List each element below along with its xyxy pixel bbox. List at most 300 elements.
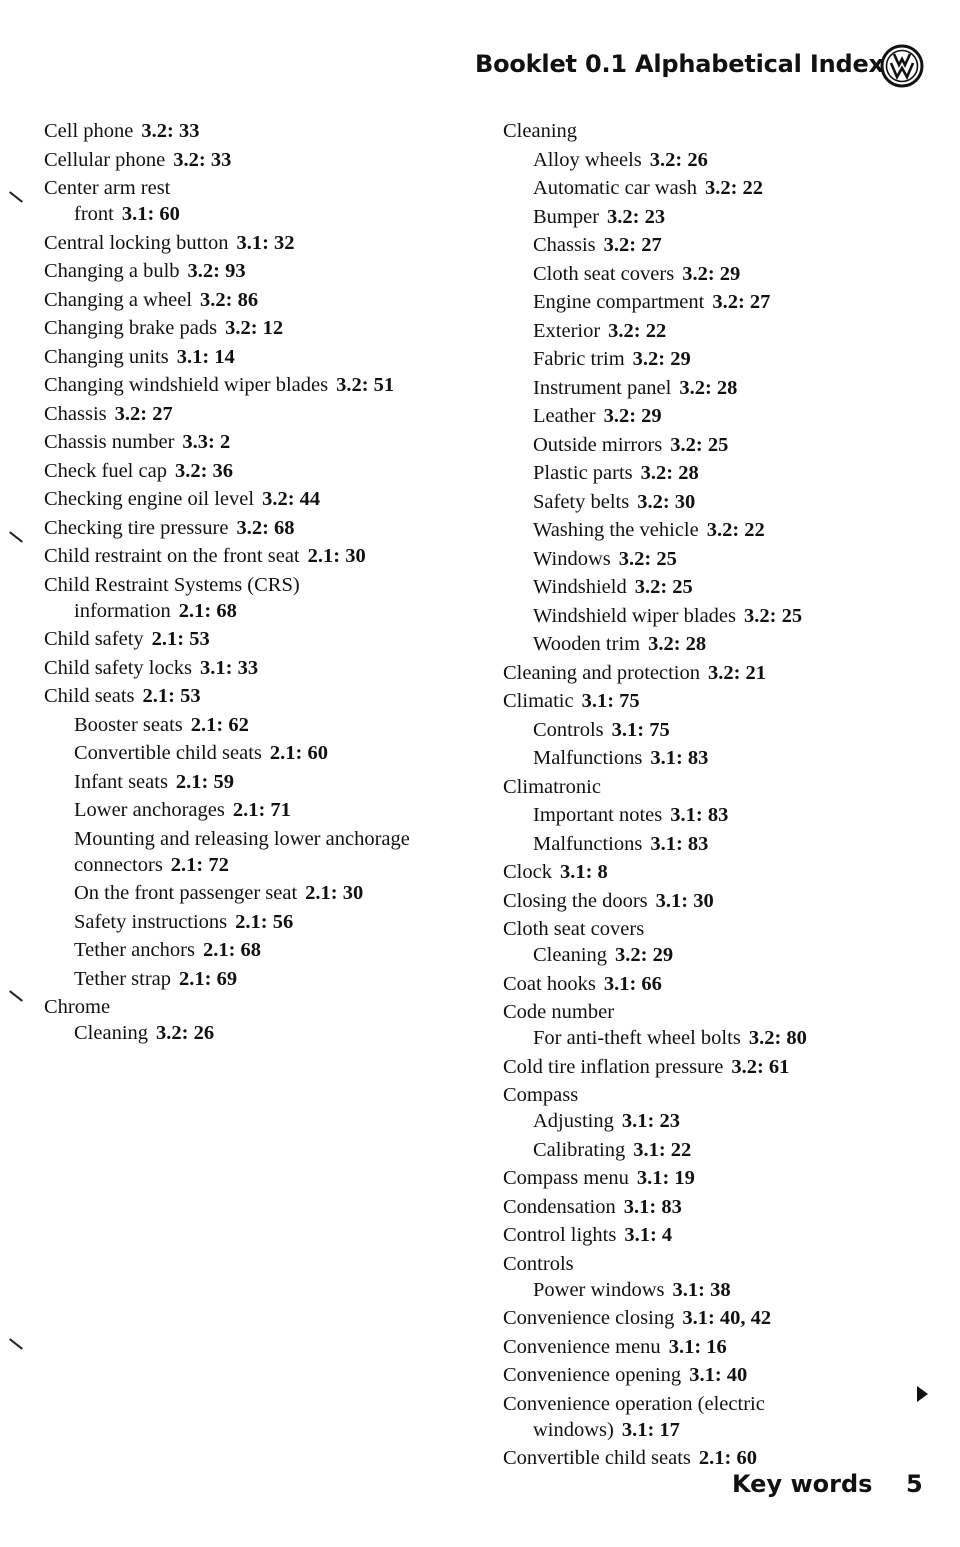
index-term-text: Control lights: [503, 1224, 617, 1246]
index-term: [503, 118, 923, 144]
page-reference: 3.2: 22: [706, 519, 765, 541]
index-subterm: [503, 831, 923, 857]
index-entry: [503, 1194, 923, 1220]
index-term-text: Convenience closing: [503, 1307, 675, 1329]
index-entry: [44, 966, 474, 992]
index-term-text: Checking tire pressure: [44, 516, 229, 539]
margin-mark: [9, 191, 23, 202]
index-subterm: [44, 797, 474, 823]
index-subterm: [503, 175, 923, 201]
index-subterm: [503, 432, 923, 458]
index-entry: [503, 717, 923, 743]
index-term: [44, 572, 474, 598]
index-entry: [503, 118, 923, 144]
index-subterm: [503, 1025, 923, 1051]
page-reference: 3.1: 33: [200, 656, 259, 679]
index-term: [44, 344, 474, 370]
index-entry: [44, 315, 474, 341]
index-column-left: [44, 118, 474, 1046]
index-term: [503, 1251, 923, 1277]
page-reference: 3.1: 14: [176, 345, 235, 368]
index-term: [503, 1334, 923, 1360]
index-entry: [44, 712, 474, 738]
index-subterm: [503, 232, 923, 258]
page-reference: 3.1: 38: [672, 1278, 731, 1301]
index-subterm-text: Windows: [533, 547, 611, 570]
index-term-text: Changing windshield wiper blades: [44, 374, 329, 396]
page-reference: 3.2: 29: [603, 405, 662, 427]
index-term: [503, 971, 923, 997]
page-reference: 3.2: 51: [336, 374, 395, 396]
index-entry: [503, 432, 923, 458]
index-subterm: [503, 147, 923, 173]
index-term-text: Chassis: [44, 402, 107, 425]
vw-logo-icon: [880, 44, 924, 88]
page-reference: 3.2: 12: [225, 317, 284, 339]
page-reference: 3.1: 22: [633, 1138, 692, 1161]
index-subterm-text: For anti-theft wheel bolts: [533, 1027, 741, 1049]
index-term: [503, 1305, 923, 1331]
index-subterm-text: Automatic car wash: [533, 177, 697, 199]
index-term-text: Changing a wheel: [44, 288, 193, 311]
index-subterm: [503, 802, 923, 828]
index-term: [503, 774, 923, 800]
index-term-text: Cloth seat covers: [503, 918, 645, 940]
page-reference: 3.1: 75: [611, 718, 670, 741]
page-reference: 3.1: 17: [621, 1418, 680, 1441]
index-term-text: Closing the doors: [503, 889, 648, 912]
index-continuation-text: windows): [533, 1418, 614, 1441]
index-subterm-text: Cloth seat covers: [533, 262, 675, 285]
index-term-text: Checking engine oil level: [44, 488, 255, 510]
index-entry: [503, 1082, 923, 1134]
page-reference: 2.1: 72: [170, 853, 229, 876]
index-subterm-text: Booster seats: [74, 713, 183, 736]
index-entry: [503, 1251, 923, 1303]
index-subterm: [503, 546, 923, 572]
index-subterm: [503, 603, 923, 629]
page-reference: 3.1: 66: [603, 972, 662, 995]
page-reference: 3.2: 25: [618, 547, 677, 570]
index-term-text: Child safety locks: [44, 656, 193, 679]
index-subterm-text: Important notes: [533, 804, 663, 826]
index-term: [503, 999, 923, 1025]
index-continuation-text: connectors: [74, 853, 163, 876]
page-reference: 3.2: 29: [682, 262, 741, 285]
index-subterm-text: Tether strap: [74, 967, 172, 990]
index-term-text: Child Restraint Systems (CRS): [44, 573, 300, 596]
index-entry: [503, 1362, 923, 1388]
index-entry: [44, 118, 474, 144]
index-subterm-text: Lower anchorages: [74, 799, 225, 821]
page-reference: 3.1: 75: [581, 690, 640, 712]
page-reference: 3.2: 29: [632, 348, 691, 370]
page-reference: 3.2: 23: [607, 205, 666, 228]
page-reference: 3.1: 19: [636, 1167, 695, 1189]
index-entry: [503, 859, 923, 885]
page-reference: 2.1: 30: [305, 882, 364, 904]
index-subterm-text: Infant seats: [74, 770, 168, 793]
index-subterm: [44, 740, 474, 766]
index-term: [503, 1222, 923, 1248]
index-subterm: [503, 745, 923, 771]
index-entry: [503, 517, 923, 543]
page-reference: 2.1: 60: [269, 742, 328, 764]
index-entry: [503, 1054, 923, 1080]
index-subterm: [44, 937, 474, 963]
page-reference: 3.2: 25: [634, 576, 693, 598]
index-entry: [503, 802, 923, 828]
index-term: [44, 315, 474, 341]
index-entry: [503, 1222, 923, 1248]
index-term: [503, 660, 923, 686]
page-reference: 3.2: 27: [114, 402, 173, 425]
index-entry: [44, 515, 474, 541]
index-subterm: [44, 909, 474, 935]
margin-mark: [9, 531, 23, 542]
index-entry: [503, 774, 923, 800]
index-term: [44, 458, 474, 484]
margin-mark: [9, 1338, 23, 1349]
index-subterm-text: Controls: [533, 718, 604, 741]
page-reference: 3.1: 83: [650, 747, 709, 769]
index-entry: [503, 1305, 923, 1331]
index-subterm: [503, 631, 923, 657]
index-term: [44, 118, 474, 144]
page-reference: 2.1: 60: [698, 1447, 757, 1469]
index-term: [503, 1391, 923, 1417]
page-reference: 3.2: 27: [603, 234, 662, 256]
index-entry: [503, 603, 923, 629]
index-subterm-text: Windshield: [533, 576, 627, 598]
index-entry: [503, 346, 923, 372]
index-term-text: Controls: [503, 1252, 574, 1275]
index-entry: [44, 429, 474, 455]
page-reference: 3.1: 4: [624, 1224, 673, 1246]
index-term: [44, 515, 474, 541]
index-term: [503, 916, 923, 942]
index-subterm-text: Alloy wheels: [533, 148, 642, 171]
page-number: 5: [906, 1470, 923, 1498]
index-term-text: Convenience opening: [503, 1364, 682, 1386]
index-term: [503, 1054, 923, 1080]
index-entry: [44, 543, 474, 569]
index-subterm-text: Plastic parts: [533, 462, 633, 484]
index-subterm-text: Mounting and releasing lower anchorage: [74, 827, 410, 850]
index-entry: [503, 546, 923, 572]
index-term-text: Cellular phone: [44, 148, 166, 171]
index-term-text: Condensation: [503, 1195, 616, 1218]
index-entry: [503, 489, 923, 515]
page-reference: 3.2: 86: [200, 288, 259, 311]
index-subterm: [503, 261, 923, 287]
index-entry: [44, 572, 474, 624]
page-reference: 3.2: 25: [744, 604, 803, 627]
index-subterm: [503, 1277, 923, 1303]
page-reference: 3.2: 21: [707, 661, 767, 684]
index-term: [503, 1362, 923, 1388]
index-continuation-text: information: [74, 599, 171, 622]
index-subterm: [44, 880, 474, 906]
page-reference: 3.1: 8: [559, 861, 608, 883]
index-continuation: [503, 1417, 923, 1443]
index-entry: [503, 574, 923, 600]
index-subterm: [503, 346, 923, 372]
page-reference: 3.2: 22: [704, 177, 764, 199]
page-reference: 3.2: 44: [262, 488, 321, 510]
index-term: [44, 258, 474, 284]
page-reference: 2.1: 68: [178, 599, 237, 622]
index-term-text: Chassis number: [44, 431, 175, 453]
index-term: [503, 1445, 923, 1471]
page-reference: 2.1: 30: [307, 545, 366, 567]
index-entry: [503, 261, 923, 287]
index-term-text: Changing brake pads: [44, 317, 218, 339]
index-subterm: [503, 942, 923, 968]
index-term-text: Cold tire inflation pressure: [503, 1055, 724, 1078]
index-term: [44, 372, 474, 398]
index-term-text: Child safety: [44, 628, 144, 650]
continue-arrow-icon: [917, 1386, 928, 1402]
page-reference: 2.1: 69: [179, 967, 238, 990]
index-term: [44, 230, 474, 256]
index-term: [44, 683, 474, 709]
index-term-text: Changing a bulb: [44, 260, 180, 282]
index-subterm: [44, 769, 474, 795]
index-term-text: Center arm rest: [44, 177, 171, 199]
page-reference: 3.1: 16: [668, 1335, 727, 1358]
page-reference: 3.2: 28: [648, 633, 707, 655]
index-term-text: Code number: [503, 1001, 615, 1023]
index-term-text: Cleaning: [503, 120, 578, 142]
index-subterm-text: Exterior: [533, 319, 601, 342]
page-reference: 3.1: 30: [655, 889, 714, 912]
index-term-text: Compass: [503, 1084, 579, 1106]
page-reference: 3.2: 30: [637, 490, 696, 513]
page-reference: 2.1: 68: [202, 939, 262, 961]
index-term-text: Compass menu: [503, 1167, 629, 1189]
index-subterm-text: Safety instructions: [74, 910, 228, 933]
page-reference: 2.1: 71: [232, 799, 291, 821]
index-entry: [503, 232, 923, 258]
page-reference: 3.2: 26: [649, 148, 708, 171]
index-entry: [503, 999, 923, 1051]
index-entry: [503, 289, 923, 315]
index-subterm-text: On the front passenger seat: [74, 882, 298, 904]
margin-mark: [9, 990, 23, 1001]
index-entry: [503, 660, 923, 686]
index-entry: [44, 655, 474, 681]
index-entry: [503, 375, 923, 401]
index-term: [44, 626, 474, 652]
index-term: [503, 888, 923, 914]
index-entry: [44, 372, 474, 398]
index-subterm: [503, 204, 923, 230]
page-reference: 3.3: 2: [182, 431, 231, 453]
index-subterm: [44, 1020, 474, 1046]
footer-section-label: Key words: [732, 1470, 873, 1498]
index-continuation: [44, 598, 474, 624]
index-subterm-text: Safety belts: [533, 490, 630, 513]
index-entry: [44, 175, 474, 227]
index-entry: [44, 880, 474, 906]
index-entry: [503, 971, 923, 997]
index-subterm-text: Wooden trim: [533, 633, 641, 655]
index-term-text: Child seats: [44, 685, 135, 707]
index-subterm-text: Malfunctions: [533, 747, 643, 769]
index-entry: [503, 631, 923, 657]
index-entry: [503, 1165, 923, 1191]
index-term-text: Child restraint on the front seat: [44, 545, 300, 567]
index-term-text: Climatronic: [503, 775, 601, 798]
index-term: [503, 688, 923, 714]
index-term: [44, 429, 474, 455]
index-term: [44, 994, 474, 1020]
index-subterm: [44, 826, 474, 852]
page-reference: 3.2: 28: [679, 376, 738, 399]
index-term-text: Convenience menu: [503, 1335, 661, 1358]
index-entry: [44, 937, 474, 963]
page-reference: 3.2: 36: [174, 459, 234, 482]
page-reference: 3.2: 93: [187, 260, 246, 282]
index-entry: [44, 258, 474, 284]
page-title: Booklet 0.1 Alphabetical Index: [475, 50, 884, 78]
index-term-text: Coat hooks: [503, 972, 596, 995]
index-entry: [503, 204, 923, 230]
index-entry: [44, 994, 474, 1046]
index-term: [44, 486, 474, 512]
index-subterm: [503, 460, 923, 486]
index-entry: [503, 318, 923, 344]
index-subterm-text: Malfunctions: [533, 832, 643, 855]
index-entry: [503, 916, 923, 968]
index-term: [44, 175, 474, 201]
index-term-text: Convenience operation (electric: [503, 1392, 765, 1415]
index-entry: [503, 175, 923, 201]
index-term-text: Changing units: [44, 345, 169, 368]
index-term: [503, 859, 923, 885]
page-reference: 2.1: 62: [190, 713, 249, 736]
index-entry: [44, 344, 474, 370]
index-term: [503, 1082, 923, 1108]
index-subterm-text: Fabric trim: [533, 348, 625, 370]
index-subterm-text: Engine compartment: [533, 291, 705, 313]
index-subterm-text: Cleaning: [533, 944, 608, 966]
index-entry: [503, 1137, 923, 1163]
page-reference: 3.2: 33: [173, 148, 232, 171]
page-reference: 3.2: 68: [236, 516, 295, 539]
index-subterm: [503, 1108, 923, 1134]
page-reference: 3.2: 25: [670, 433, 729, 456]
index-subterm: [503, 489, 923, 515]
index-subterm-text: Convertible child seats: [74, 742, 262, 764]
index-subterm: [503, 375, 923, 401]
index-subterm: [44, 712, 474, 738]
index-term-text: Climatic: [503, 690, 574, 712]
index-entry: [44, 230, 474, 256]
index-term: [503, 1194, 923, 1220]
index-term: [44, 287, 474, 313]
page-reference: 3.1: 83: [623, 1195, 682, 1218]
page-reference: 3.2: 80: [748, 1027, 807, 1049]
page-reference: 3.2: 33: [141, 120, 200, 142]
index-entry: [503, 745, 923, 771]
page-reference: 3.2: 27: [712, 291, 771, 313]
page-reference: 3.1: 83: [670, 804, 729, 826]
index-entry: [503, 1391, 923, 1443]
page-reference: 3.2: 28: [640, 462, 699, 484]
index-term-text: Cleaning and protection: [503, 661, 700, 684]
index-subterm-text: Tether anchors: [74, 939, 195, 961]
index-entry: [44, 401, 474, 427]
index-entry: [44, 486, 474, 512]
index-subterm: [503, 574, 923, 600]
index-subterm-text: Adjusting: [533, 1110, 614, 1132]
index-subterm: [503, 1137, 923, 1163]
index-subterm-text: Outside mirrors: [533, 433, 663, 456]
index-subterm: [44, 966, 474, 992]
index-subterm-text: front: [74, 203, 114, 225]
index-term-text: Clock: [503, 861, 552, 883]
index-subterm-text: Leather: [533, 405, 596, 427]
page-reference: 3.2: 29: [615, 944, 674, 966]
index-entry: [503, 403, 923, 429]
index-entry: [44, 458, 474, 484]
index-subterm: [44, 201, 474, 227]
index-entry: [503, 1334, 923, 1360]
index-entry: [44, 287, 474, 313]
page-reference: 3.1: 40: [689, 1364, 748, 1386]
page-reference: 2.1: 59: [175, 770, 234, 793]
index-term-text: Check fuel cap: [44, 459, 167, 482]
index-subterm: [503, 403, 923, 429]
index-subterm: [503, 517, 923, 543]
page-reference: 3.1: 32: [236, 231, 295, 254]
index-subterm-text: Power windows: [533, 1278, 665, 1301]
index-term: [44, 543, 474, 569]
index-term-text: Central locking button: [44, 231, 229, 254]
index-subterm: [503, 318, 923, 344]
index-entry: [503, 831, 923, 857]
index-entry: [503, 1445, 923, 1471]
index-term: [44, 655, 474, 681]
index-entry: [44, 626, 474, 652]
index-subterm-text: Washing the vehicle: [533, 519, 699, 541]
index-column-right: [503, 118, 923, 1471]
index-subterm-text: Cleaning: [74, 1022, 149, 1044]
index-term: [44, 401, 474, 427]
index-entry: [503, 460, 923, 486]
index-continuation: [44, 852, 474, 878]
page-reference: 2.1: 53: [151, 628, 210, 650]
index-entry: [44, 147, 474, 173]
index-entry: [503, 147, 923, 173]
page-reference: 3.1: 40, 42: [682, 1307, 772, 1329]
index-term: [44, 147, 474, 173]
index-subterm-text: Bumper: [533, 205, 600, 228]
index-entry: [44, 683, 474, 709]
page-reference: 3.2: 22: [608, 319, 667, 342]
page-reference: 3.1: 23: [621, 1110, 680, 1132]
page-reference: 3.2: 26: [156, 1022, 215, 1044]
index-subterm-text: Windshield wiper blades: [533, 604, 736, 627]
page-reference: 2.1: 56: [235, 910, 294, 933]
index-subterm: [503, 289, 923, 315]
page-reference: 3.2: 61: [731, 1055, 790, 1078]
index-subterm-text: Instrument panel: [533, 376, 672, 399]
index-subterm-text: Calibrating: [533, 1138, 626, 1161]
index-term-text: Chrome: [44, 996, 111, 1018]
